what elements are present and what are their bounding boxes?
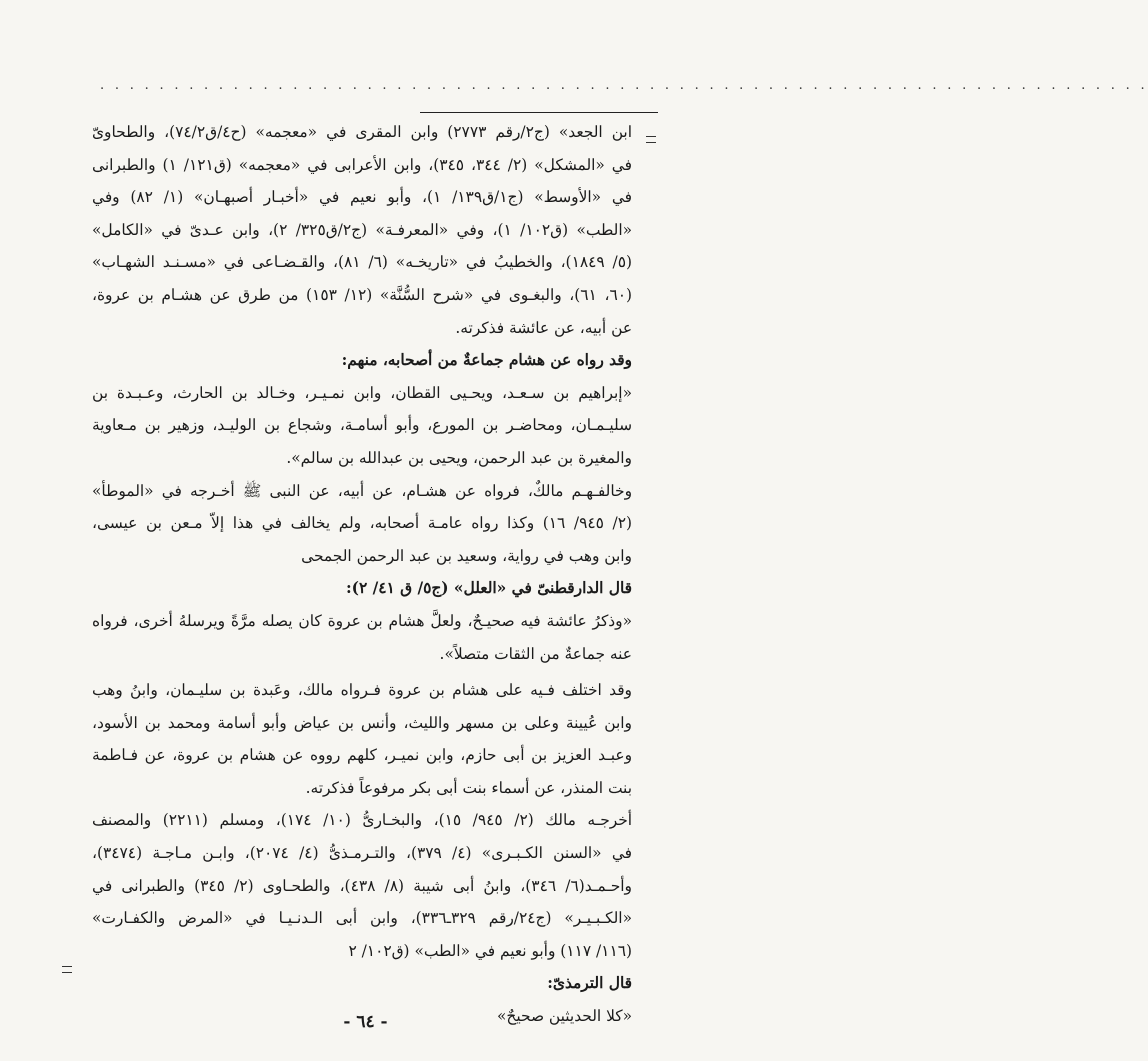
text-line: «وذكرُ عائشة فيه صحيـحٌ، ولعلَّ هشام بن عروة كان يصله مرَّةً ويرسلهُ أخرى، فرواه xyxy=(92,611,632,630)
text-line: في «السنن الكـبـرى» (٤/ ٣٧٩)، والتـرمـذىُّ (٤/ ٢٠٧٤)، وابـن مـاجـة (٣٤٧٤)، xyxy=(92,844,633,863)
margin-mark-bottom xyxy=(62,966,72,973)
text-line: وأحـمـد(٦/ ٣٤٦)، وابنُ أبى شيبة (٨/ ٤٣٨)، والطحـاوى (٢/ ٣٤٥) والطبرانى في xyxy=(92,876,632,895)
text-line: (٥/ ١٨٤٩)، والخطيبُ في «تاريخـه» (٦/ ٨١)، والقـضـاعى في «مسـنـد الشهـاب» xyxy=(92,253,633,272)
text-line: في «الأوسط» (ج١/ق١٣٩/ ١)، وأبو نعيم في «أخبـار أصبهـان» (١/ ٨٢) وفي xyxy=(92,188,633,207)
margin-mark-top xyxy=(646,136,656,143)
footnote-separator-rule xyxy=(420,112,658,113)
text-line: «الطب» (ق١٠٢/ ١)، وفي «المعرفـة» (ج٢/ق٣٢٥/ ٢)، وابن عـدىّ في «الكامل» xyxy=(92,220,633,239)
text-line: ابن الجعد» (ج٢/رقم ٢٧٧٣) وابن المقرى في «معجمه» (ح٤/ق٧٤/٢)، والطحاوىّ xyxy=(92,123,632,141)
text-line: بنت المنذر، عن أسماء بنت أبى بكر مرفوعاً فذكرته. xyxy=(305,778,632,797)
text-line: «الكـبـيـر» (ج٢٤/رقم ٣٢٩ـ٣٣٦)، وابن أبى الـدنـيـا في «المرض والكفـارت» xyxy=(92,909,632,928)
text-line: قال الترمذىّ: xyxy=(547,974,632,993)
text-line: وابن وهب في رواية، وسعيد بن عبد الرحمن الجمحى xyxy=(301,546,632,565)
footnote-text-block xyxy=(92,116,632,1033)
text-line: وقد اختلف فـيه على هشام بن عروة فـرواه مالك، وعَبدة بن سليـمان، وابنُ وهب xyxy=(92,681,632,700)
text-line: عنه جماعةٌ من الثقات متصلاً». xyxy=(439,644,632,663)
header-dotted-line: . . . . . . . . . . . . . . . . . . . . . . . . . . . . . . . . . . . . . . . . . . . . . . . . . . . . . . . . . . . . . . . . . . . . . . . xyxy=(100,78,1148,93)
text-line: قال الدارقطنىّ في «العلل» (ج٥/ ق ٤١/ ٢): xyxy=(346,579,632,598)
text-line: وقد رواه عن هشام جماعةٌ من أصحابه، منهم: xyxy=(341,351,632,370)
text-line: وعبـد العزيز بن أبى حازم، وابن نميـر، كلهم رووه عن هشام بن عروة، عن فـاطمة xyxy=(92,746,632,765)
text-line: «كلا الحديثين صحيحٌ» xyxy=(497,1007,632,1026)
text-line: في «المشكل» (٢/ ٣٤٤، ٣٤٥)، وابن الأعرابى في «معجمه» (ق١٢١/ ١) والطبرانى xyxy=(92,155,632,174)
page-number: - ٦٤ - xyxy=(343,1012,388,1032)
text-line: (٦٠، ٦١)، والبغـوى في «شرح السُّنَّة» (١٢/ ١٥٣) من طرق عن هشـام بن عروة، xyxy=(92,285,632,304)
text-line: والمغيرة بن عبد الرحمن، ويحيى بن عبدالله بن سالم». xyxy=(286,448,632,467)
text-line: (١١٦/ ١١٧) وأبو نعيم في «الطب» (ق١٠٢/ ٢ xyxy=(348,941,632,960)
text-line: وابن عُيينة وعلى بن مسهر والليث، وأنس بن عياض وأبو أسامة ومحمد بن الأسود، xyxy=(92,713,632,732)
text-line: (٢/ ٩٤٥/ ١٦) وكذا رواه عامـة أصحابه، ولم يخالف في هذا إلاّ مـعن بن عيسى، xyxy=(92,514,633,533)
text-line: أخرجـه مالك (٢/ ٩٤٥/ ١٥)، والبخـارىُّ (١٠/ ١٧٤)، ومسلم (٢٢١١) والمصنف xyxy=(92,811,632,830)
text-line: «إبراهيم بن سـعـد، ويحـيى القطان، وابن نمـيـر، وخـالد بن الحارث، وعـبـدة بن xyxy=(92,383,632,402)
text-line: وخالفـهـم مالكٌ، فرواه عن هشـام، عن أبيه، عن النبى ﷺ أخـرجه في «الموطأ» xyxy=(92,481,632,500)
text-line: سليـمـان، ومحاضـر بن المورع، وأبو أسامـة، وشجاع بن الوليـد، وزهير بن مـعاوية xyxy=(92,416,632,435)
text-line: عن أبيه، عن عائشة فذكرته. xyxy=(455,318,632,337)
